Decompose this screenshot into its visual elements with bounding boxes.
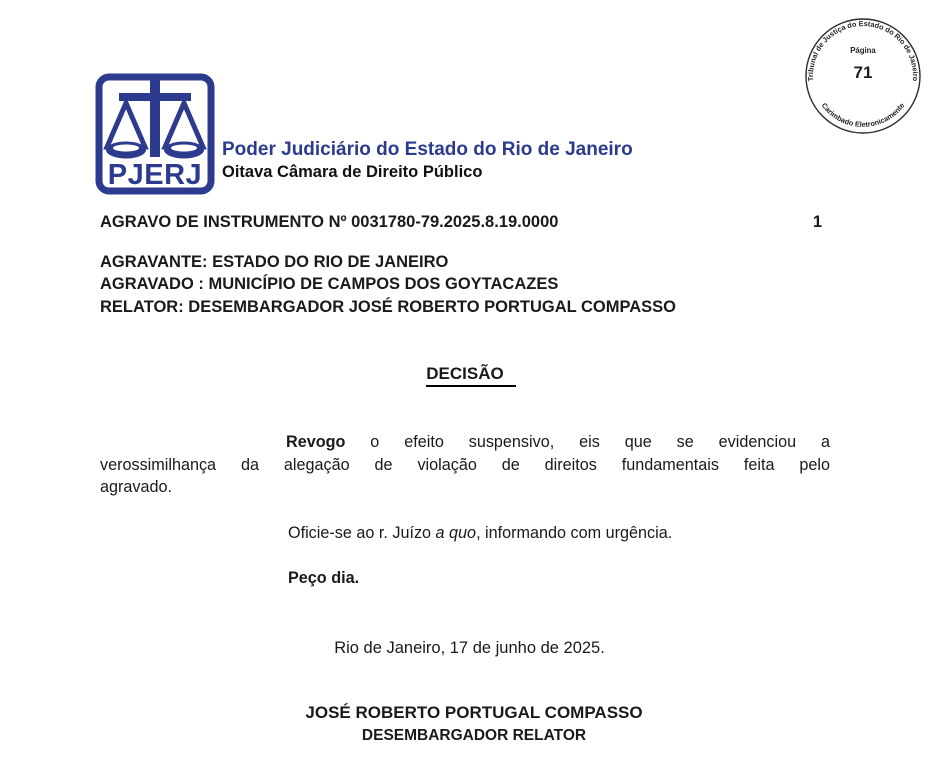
decision-paragraph-1 xyxy=(100,431,830,499)
decision-paragraph-3: Peço dia. xyxy=(288,569,360,587)
pjerj-logo xyxy=(95,73,215,195)
signature-name: JOSÉ ROBERTO PORTUGAL COMPASSO xyxy=(305,703,643,722)
document-header xyxy=(222,139,633,183)
paragraph-line: Revogo o efeito suspensivo, eis que se evidenciou a xyxy=(286,433,830,451)
sheet-number: 1 xyxy=(812,213,822,231)
stamp-arc-bottom-text: Carimbado Eletronicamente xyxy=(819,101,907,129)
logo-acronym: PJERJ xyxy=(107,159,203,191)
scales-of-justice-icon xyxy=(95,73,215,195)
chamber-name: Oitava Câmara de Direito Público xyxy=(222,163,483,182)
case-parties xyxy=(100,251,676,318)
stamp-page-number: 71 xyxy=(853,63,873,82)
decision-heading: DECISÃO xyxy=(100,364,830,387)
decision-paragraph-2: Oficie-se ao r. Juízo a quo, informando com urgência. xyxy=(288,524,673,542)
paragraph-line: verossimilhança da alegação de violação de direitos fundamentais feita pelo xyxy=(100,455,830,474)
stamp-arc-top-text: Tribunal de Justiça do Estado do Rio de Janeiro xyxy=(805,19,921,82)
party-line-relator: RELATOR: DESEMBARGADOR JOSÉ ROBERTO PORTUGAL COMPASSO xyxy=(100,297,677,316)
stamp-seal-icon xyxy=(803,15,923,137)
page-stamp xyxy=(803,15,923,137)
case-title: AGRAVO DE INSTRUMENTO Nº 0031780-79.2025.8.19.0000 xyxy=(100,213,559,231)
signature-role: DESEMBARGADOR RELATOR xyxy=(361,727,587,744)
case-header-row xyxy=(100,213,822,232)
paragraph-line: agravado. xyxy=(100,478,172,496)
bold-keyword: Revogo xyxy=(286,433,346,451)
signature-block xyxy=(104,703,844,745)
latin-term: a quo xyxy=(435,524,477,542)
org-name: Poder Judiciário do Estado do Rio de Janeiro xyxy=(222,139,633,160)
party-line-agravado: AGRAVADO : MUNICÍPIO DE CAMPOS DOS GOYTACAZES xyxy=(100,275,559,294)
stamp-page-label: Página xyxy=(850,46,876,55)
date-line: Rio de Janeiro, 17 de junho de 2025. xyxy=(334,639,605,657)
party-line-agravante: AGRAVANTE: ESTADO DO RIO DE JANEIRO xyxy=(100,253,449,271)
